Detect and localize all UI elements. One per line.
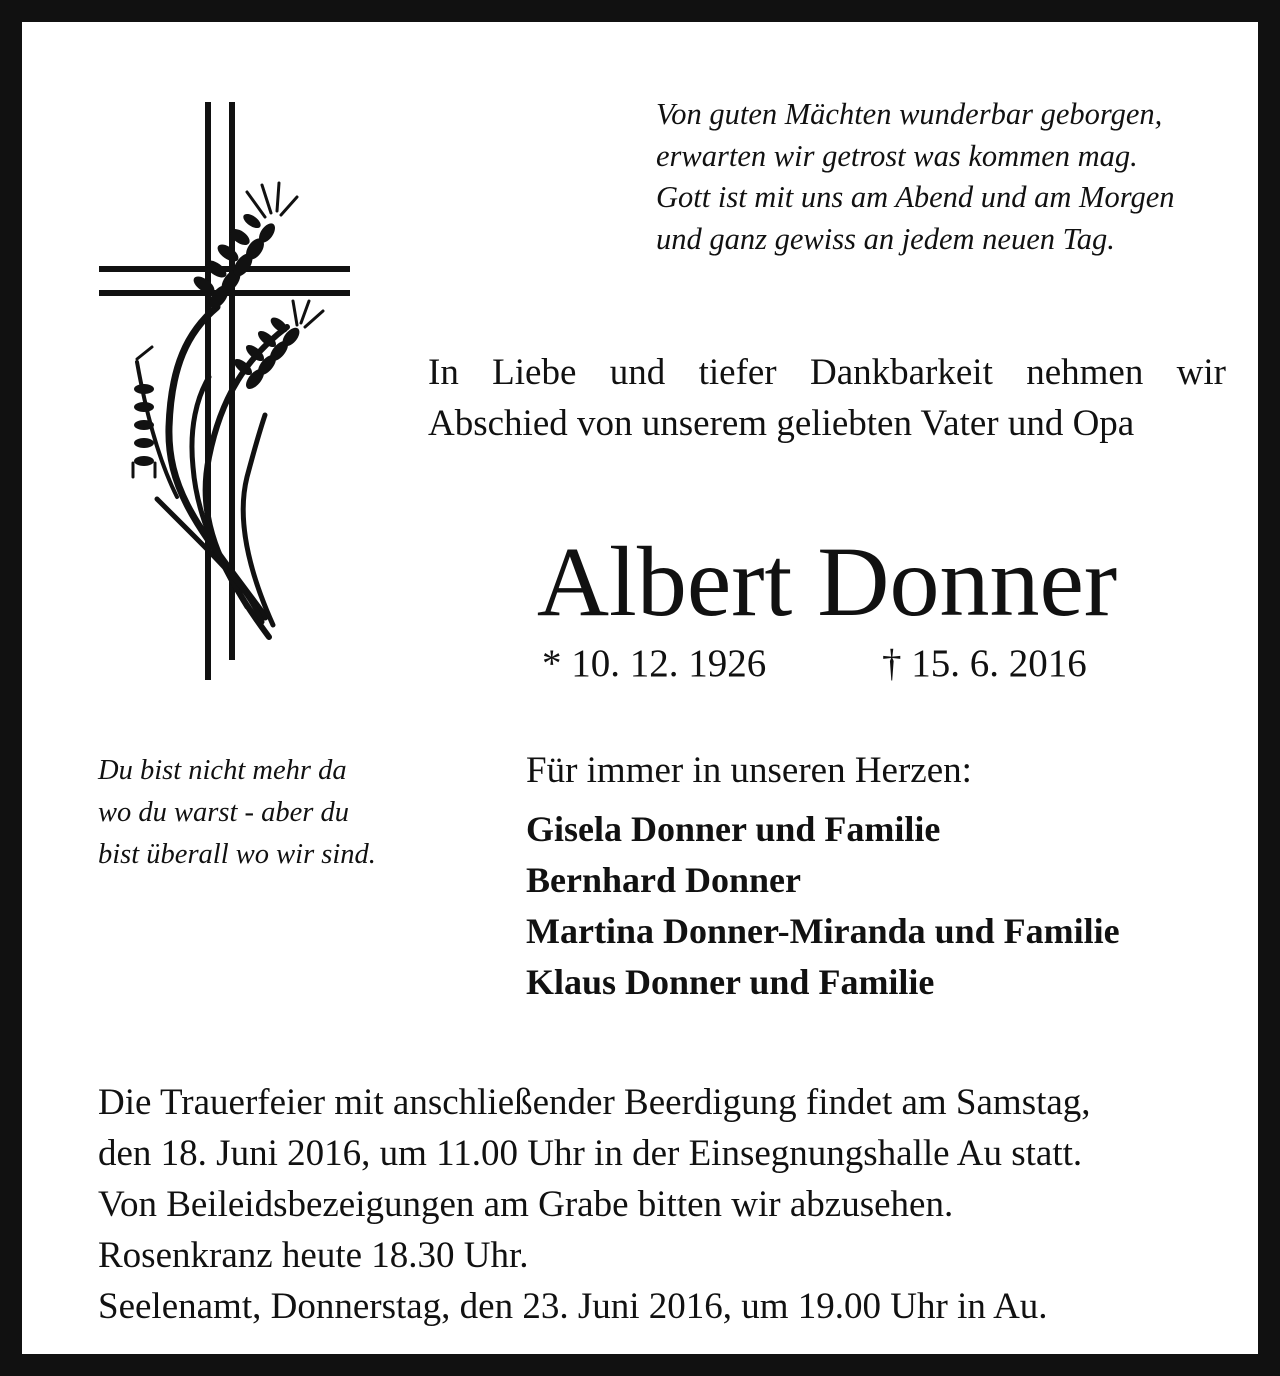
mourners-heading: Für immer in unseren Herzen: (526, 750, 972, 791)
mourner-item: Bernhard Donner (526, 860, 802, 900)
poem-left-line: wo du warst - aber du (98, 797, 349, 828)
poem-top-line: und ganz gewiss an jedem neuen Tag. (656, 221, 1115, 256)
poem-top (656, 94, 1256, 260)
intro-text: In Liebe und tiefer Dankbarkeit nehmen wir Abschied von unserem geliebten Vater und Opa (428, 352, 1226, 444)
deceased-name: Albert Donner (536, 526, 1118, 637)
poem-left-line: bist überall wo wir sind. (98, 839, 376, 870)
funeral-info-line: den 18. Juni 2016, um 11.00 Uhr in der Einsegnungshalle Au statt. (98, 1133, 1083, 1174)
mourner-item: Martina Donner-Miranda und Familie (526, 911, 1120, 951)
poem-left-line: Du bist nicht mehr da (98, 755, 347, 786)
funeral-info (98, 1077, 1238, 1332)
funeral-info-line: Von Beileidsbezeigungen am Grabe bitten wir abzusehen. (98, 1184, 954, 1225)
death-date: † 15. 6. 2016 (882, 642, 1087, 685)
funeral-info-line: Die Trauerfeier mit anschließender Beerdigung findet am Samstag, (98, 1082, 1091, 1123)
funeral-info-line: Seelenamt, Donnerstag, den 23. Juni 2016, um 19.00 Uhr in Au. (98, 1286, 1048, 1327)
poem-top-line: erwarten wir getrost was kommen mag. (656, 138, 1138, 173)
poem-top-line: Gott ist mit uns am Abend und am Morgen (656, 180, 1175, 214)
mourners-list (526, 804, 1256, 1008)
mourner-item: Klaus Donner und Familie (526, 962, 935, 1002)
mourner-item: Gisela Donner und Familie (526, 809, 941, 849)
poem-left (98, 750, 428, 876)
poem-top-line: Von guten Mächten wunderbar geborgen, (656, 97, 1163, 131)
funeral-info-line: Rosenkranz heute 18.30 Uhr. (98, 1235, 529, 1276)
birth-date: * 10. 12. 1926 (542, 642, 767, 685)
cross-with-wheat-icon (97, 97, 352, 682)
